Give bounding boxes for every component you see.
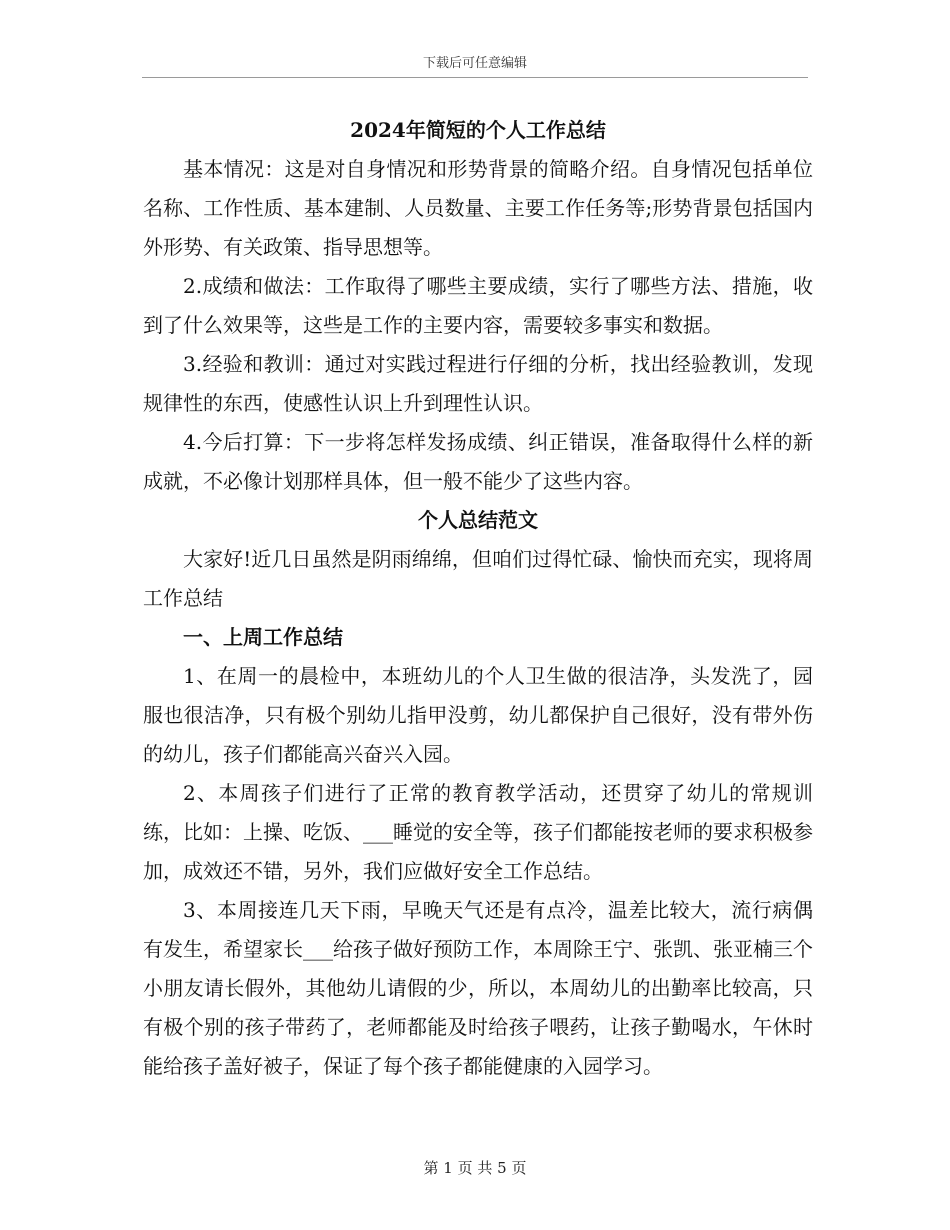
- page-number: 第 1 页 共 5 页: [423, 1159, 527, 1177]
- section-heading: 一、上周工作总结: [183, 625, 343, 649]
- paragraph-future-plans: 4.今后打算：下一步将怎样发扬成绩、纠正错误，准备取得什么样的新成就，不必像计划那样具体，但一般不能少了这些内容。: [143, 430, 813, 493]
- document-title: 2024年简短的个人工作总结: [350, 118, 606, 142]
- document-body: [143, 111, 813, 1086]
- document-subtitle: 个人总结范文: [418, 508, 538, 532]
- header-note: 下载后可任意编辑: [422, 56, 527, 71]
- paragraph-achievements: 2.成绩和做法：工作取得了哪些主要成绩，实行了哪些方法、措施，收到了什么效果等，这些是工作的主要内容，需要较多事实和数据。: [143, 274, 813, 337]
- header-divider: [142, 77, 808, 78]
- paragraph-item-1: 1、在周一的晨检中，本班幼儿的个人卫生做的很洁净，头发洗了，园服也很洁净，只有极个别幼儿指甲没剪，幼儿都保护自己很好，没有带外伤的幼儿，孩子们都能高兴奋兴入园。: [143, 664, 813, 766]
- paragraph-intro: 大家好!近几日虽然是阴雨绵绵，但咱们过得忙碌、愉快而充实，现将周工作总结: [143, 547, 813, 610]
- paragraph-basic-situation: 基本情况：这是对自身情况和形势背景的简略介绍。自身情况包括单位名称、工作性质、基本建制、人员数量、主要工作任务等;形势背景包括国内外形势、有关政策、指导思想等。: [143, 157, 813, 259]
- paragraph-item-2: 2、本周孩子们进行了正常的教育教学活动，还贯穿了幼儿的常规训练，比如：上操、吃饭、___睡觉的安全等，孩子们都能按老师的要求积极参加，成效还不错，另外，我们应做好安全工作总结。: [143, 781, 813, 883]
- paragraph-lessons: 3.经验和教训：通过对实践过程进行仔细的分析，找出经验教训，发现规律性的东西，使感性认识上升到理性认识。: [143, 352, 813, 415]
- paragraph-item-3: 3、本周接连几天下雨，早晚天气还是有点冷，温差比较大，流行病偶有发生，希望家长___给孩子做好预防工作，本周除王宁、张凯、张亚楠三个小朋友请长假外，其他幼儿请假的少，所以，本周幼儿的出勤率比较高，只有极个别的孩子带药了，老师都能及时给孩子喂药，让孩子勤喝水，午休时能给孩子盖好被子，保证了每个孩子都能健康的入园学习。: [143, 898, 813, 1078]
